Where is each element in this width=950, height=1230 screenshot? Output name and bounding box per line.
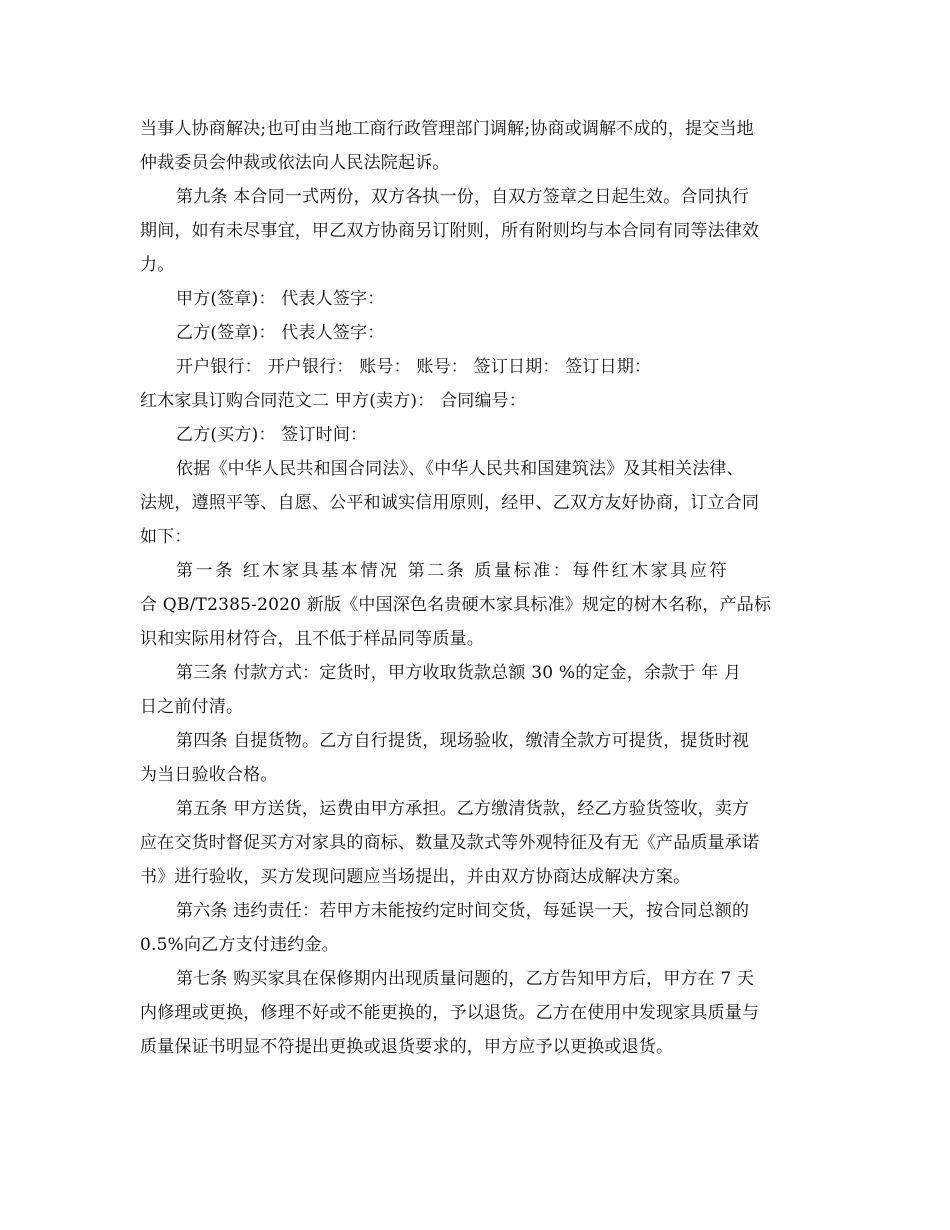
party-a-signature-line: 甲方(签章)： 代表人签字： <box>176 289 385 309</box>
paragraph-line: 当事人协商解决;也可由当地工商行政管理部门调解;协商或调解不成的，提交当地 <box>140 119 754 139</box>
paragraph-line: 依据《中华人民共和国合同法》、《中华人民共和国建筑法》及其相关法律、 <box>176 459 744 479</box>
paragraph-line: 合 QB/T2385-2020 新版《中国深色名贵硬木家具标准》规定的树木名称，产品标 <box>140 595 772 615</box>
bank-account-line: 开户银行： 开户银行： 账号： 账号： 签订日期： 签订日期： <box>176 357 652 377</box>
article-1-2-line: 第一条 红木家具基本情况 第二条 质量标准：每件红木家具应符 <box>176 561 730 581</box>
paragraph-line: 应在交货时督促买方对家具的商标、数量及款式等外观特征及有无《产品质量承诺 <box>140 833 760 853</box>
document-body <box>140 112 812 1064</box>
article-3-line: 第三条 付款方式：定货时，甲方收取货款总额 30 %的定金，余款于 年 月 <box>176 663 742 683</box>
paragraph-line: 0.5%向乙方支付违约金。 <box>140 935 339 955</box>
paragraph-line: 法规，遵照平等、自愿、公平和诚实信用原则，经甲、乙双方友好协商，订立合同 <box>140 493 760 513</box>
paragraph-line: 为当日验收合格。 <box>140 765 278 785</box>
paragraph-line: 仲裁委员会仲裁或依法向人民法院起诉。 <box>140 153 450 173</box>
article-9-line: 第九条 本合同一式两份，双方各执一份，自双方签章之日起生效。合同执行 <box>176 187 750 207</box>
paragraph-line: 如下： <box>140 527 192 547</box>
paragraph-line: 内修理或更换，修理不好或不能更换的，予以退货。乙方在使用中发现家具质量与 <box>140 1003 760 1023</box>
article-5-line: 第五条 甲方送货，运费由甲方承担。乙方缴清货款，经乙方验货签收，卖方 <box>176 799 750 819</box>
paragraph-line: 力。 <box>140 255 175 275</box>
paragraph-line: 书》进行验收，买方发现问题应当场提出，并由双方协商达成解决方案。 <box>140 867 691 887</box>
paragraph-line: 质量保证书明显不符提出更换或退货要求的，甲方应予以更换或退货。 <box>140 1037 674 1057</box>
buyer-line: 乙方(买方)： 签订时间： <box>176 425 368 445</box>
party-b-signature-line: 乙方(签章)： 代表人签字： <box>176 323 385 343</box>
article-6-line: 第六条 违约责任：若甲方未能按约定时间交货，每延误一天，按合同总额的 <box>176 901 750 921</box>
paragraph-line: 日之前付清。 <box>140 697 244 717</box>
article-4-line: 第四条 自提货物。乙方自行提货，现场验收，缴清全款方可提货，提货时视 <box>176 731 750 751</box>
article-7-line: 第七条 购买家具在保修期内出现质量问题的，乙方告知甲方后，甲方在 7 天 <box>176 969 755 989</box>
paragraph-line: 识和实际用材符合，且不低于样品同等质量。 <box>140 629 484 649</box>
contract-title-line: 红木家具订购合同范文二 甲方(卖方)： 合同编号： <box>140 391 527 411</box>
paragraph-line: 期间，如有未尽事宜，甲乙双方协商另订附则，所有附则均与本合同有同等法律效 <box>140 221 760 241</box>
